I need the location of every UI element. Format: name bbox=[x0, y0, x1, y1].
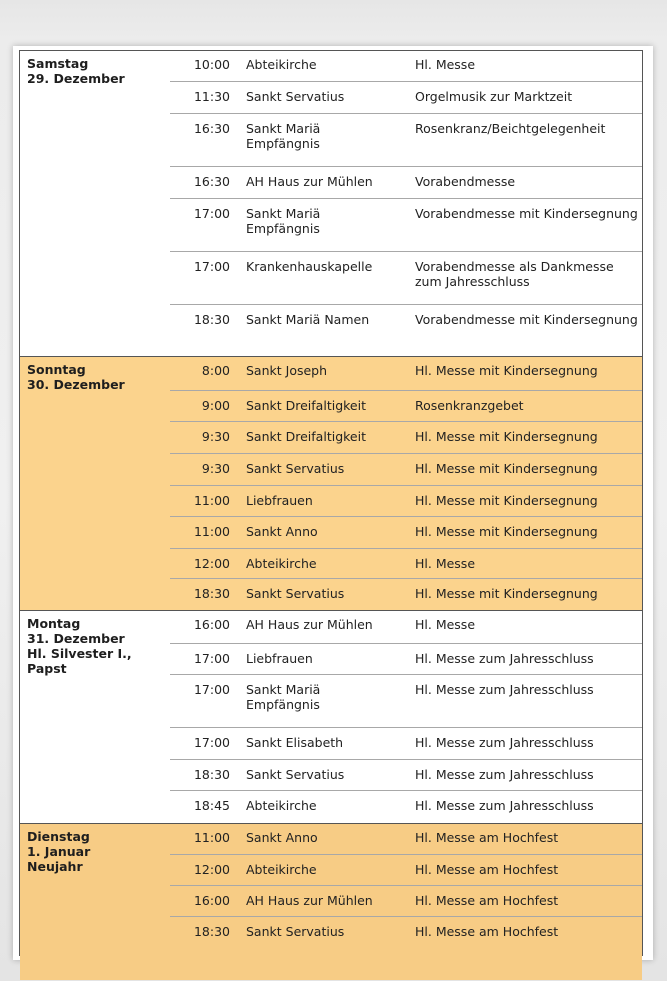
service-location: Sankt Servatius bbox=[246, 767, 345, 782]
service-location: Abteikirche bbox=[246, 556, 317, 571]
table-row bbox=[170, 166, 642, 198]
table-row bbox=[170, 421, 642, 453]
table-row bbox=[170, 610, 642, 643]
table-row bbox=[170, 356, 642, 390]
table-row bbox=[170, 885, 642, 916]
service-description: Hl. Messe mit Kindersegnung bbox=[415, 363, 598, 378]
day-block bbox=[20, 51, 642, 356]
service-time: 12:00 bbox=[193, 556, 230, 571]
day-label bbox=[27, 362, 167, 392]
service-description: Hl. Messe mit Kindersegnung bbox=[415, 429, 598, 444]
service-time: 17:00 bbox=[193, 206, 230, 221]
service-description: Hl. Messe zum Jahresschluss bbox=[415, 651, 594, 666]
table-row bbox=[170, 854, 642, 885]
table-row bbox=[170, 578, 642, 610]
service-location: Sankt Dreifaltigkeit bbox=[246, 429, 366, 444]
table-row bbox=[170, 304, 642, 356]
day-label-line: 31. Dezember bbox=[27, 631, 125, 646]
service-time: 11:00 bbox=[193, 524, 230, 539]
service-location: Sankt Anno bbox=[246, 524, 318, 539]
service-time: 16:00 bbox=[193, 893, 230, 908]
service-location: AH Haus zur Mühlen bbox=[246, 174, 373, 189]
service-location: Sankt Mariä Namen bbox=[246, 312, 370, 327]
service-location: Abteikirche bbox=[246, 862, 317, 877]
service-description: Hl. Messe mit Kindersegnung bbox=[415, 461, 598, 476]
service-location: Abteikirche bbox=[246, 57, 317, 72]
table-row bbox=[170, 548, 642, 578]
service-time: 11:00 bbox=[193, 493, 230, 508]
table-row bbox=[170, 198, 642, 251]
service-location: AH Haus zur Mühlen bbox=[246, 617, 373, 632]
day-block bbox=[20, 611, 642, 823]
service-description: Hl. Messe mit Kindersegnung bbox=[415, 524, 598, 539]
day-label-line: Papst bbox=[27, 661, 67, 676]
service-time: 18:30 bbox=[193, 312, 230, 327]
table-row bbox=[170, 453, 642, 485]
service-time: 10:00 bbox=[193, 57, 230, 72]
service-time: 17:00 bbox=[193, 682, 230, 697]
service-time: 17:00 bbox=[193, 259, 230, 274]
table-row bbox=[170, 390, 642, 421]
day-label bbox=[27, 829, 167, 874]
service-description: Hl. Messe bbox=[415, 617, 476, 632]
service-time: 16:30 bbox=[193, 121, 230, 136]
day-label-line: Dienstag bbox=[27, 829, 90, 844]
service-time: 9:00 bbox=[201, 398, 230, 413]
day-block bbox=[20, 357, 642, 610]
service-description: Hl. Messe zum Jahresschluss bbox=[415, 682, 594, 697]
service-location: AH Haus zur Mühlen bbox=[246, 893, 373, 908]
day-label-line: 1. Januar bbox=[27, 844, 91, 859]
service-location: Krankenhauskapelle bbox=[246, 259, 373, 274]
service-time: 17:00 bbox=[193, 651, 230, 666]
service-location: Sankt Joseph bbox=[246, 363, 328, 378]
service-location: Sankt Servatius bbox=[246, 924, 345, 939]
service-time: 16:00 bbox=[193, 617, 230, 632]
service-description: Orgelmusik zur Marktzeit bbox=[415, 89, 573, 104]
service-schedule-table bbox=[19, 50, 643, 956]
service-location: Sankt Servatius bbox=[246, 89, 345, 104]
day-block bbox=[20, 824, 642, 980]
service-time: 17:00 bbox=[193, 735, 230, 750]
service-location: Sankt Elisabeth bbox=[246, 735, 344, 750]
service-description: Hl. Messe am Hochfest bbox=[415, 924, 559, 939]
day-label-line: 30. Dezember bbox=[27, 377, 125, 392]
table-row bbox=[170, 485, 642, 516]
service-description: Hl. Messe bbox=[415, 556, 476, 571]
table-row bbox=[170, 916, 642, 947]
service-location: Liebfrauen bbox=[246, 493, 313, 508]
service-location: Sankt Mariä Empfängnis bbox=[246, 682, 321, 712]
service-location: Sankt Mariä Empfängnis bbox=[246, 206, 321, 236]
day-label-line: Sonntag bbox=[27, 362, 86, 377]
service-location: Sankt Dreifaltigkeit bbox=[246, 398, 366, 413]
day-label-line: Neujahr bbox=[27, 859, 83, 874]
service-description: Rosenkranzgebet bbox=[415, 398, 524, 413]
service-location: Sankt Mariä Empfängnis bbox=[246, 121, 321, 151]
schedule-page bbox=[13, 46, 653, 960]
service-description: Hl. Messe am Hochfest bbox=[415, 830, 559, 845]
service-description: Vorabendmesse bbox=[415, 174, 516, 189]
table-row bbox=[170, 516, 642, 548]
service-location: Sankt Servatius bbox=[246, 586, 345, 601]
service-time: 11:30 bbox=[193, 89, 230, 104]
service-description: Rosenkranz/Beichtgelegenheit bbox=[415, 121, 606, 136]
table-row bbox=[170, 823, 642, 854]
service-description: Hl. Messe am Hochfest bbox=[415, 862, 559, 877]
day-label bbox=[27, 56, 167, 86]
service-location: Sankt Servatius bbox=[246, 461, 345, 476]
day-label-line: Hl. Silvester I., bbox=[27, 646, 132, 661]
table-row bbox=[170, 113, 642, 166]
service-description: Vorabendmesse mit Kindersegnung bbox=[415, 206, 638, 221]
table-row bbox=[170, 759, 642, 790]
service-time: 11:00 bbox=[193, 830, 230, 845]
table-row bbox=[170, 727, 642, 759]
service-time: 8:00 bbox=[201, 363, 230, 378]
service-location: Liebfrauen bbox=[246, 651, 313, 666]
day-label bbox=[27, 616, 167, 676]
service-time: 9:30 bbox=[201, 429, 230, 444]
day-label-line: Samstag bbox=[27, 56, 89, 71]
table-row bbox=[170, 674, 642, 727]
day-label-line: 29. Dezember bbox=[27, 71, 125, 86]
service-description: Hl. Messe mit Kindersegnung bbox=[415, 586, 598, 601]
service-description: Vorabendmesse als Dankmesse zum Jahresschluss bbox=[415, 259, 614, 289]
service-description: Hl. Messe mit Kindersegnung bbox=[415, 493, 598, 508]
service-description: Vorabendmesse mit Kindersegnung bbox=[415, 312, 638, 327]
table-row bbox=[170, 790, 642, 823]
service-time: 18:30 bbox=[193, 767, 230, 782]
service-description: Hl. Messe am Hochfest bbox=[415, 893, 559, 908]
service-time: 9:30 bbox=[201, 461, 230, 476]
service-time: 18:45 bbox=[193, 798, 230, 813]
service-time: 18:30 bbox=[193, 924, 230, 939]
table-row bbox=[170, 81, 642, 113]
service-description: Hl. Messe zum Jahresschluss bbox=[415, 798, 594, 813]
service-location: Sankt Anno bbox=[246, 830, 318, 845]
table-row bbox=[170, 251, 642, 304]
service-location: Abteikirche bbox=[246, 798, 317, 813]
service-description: Hl. Messe bbox=[415, 57, 476, 72]
table-row bbox=[170, 643, 642, 674]
table-row bbox=[170, 50, 642, 81]
day-label-line: Montag bbox=[27, 616, 81, 631]
service-time: 16:30 bbox=[193, 174, 230, 189]
service-description: Hl. Messe zum Jahresschluss bbox=[415, 735, 594, 750]
service-description: Hl. Messe zum Jahresschluss bbox=[415, 767, 594, 782]
service-time: 18:30 bbox=[193, 586, 230, 601]
service-time: 12:00 bbox=[193, 862, 230, 877]
